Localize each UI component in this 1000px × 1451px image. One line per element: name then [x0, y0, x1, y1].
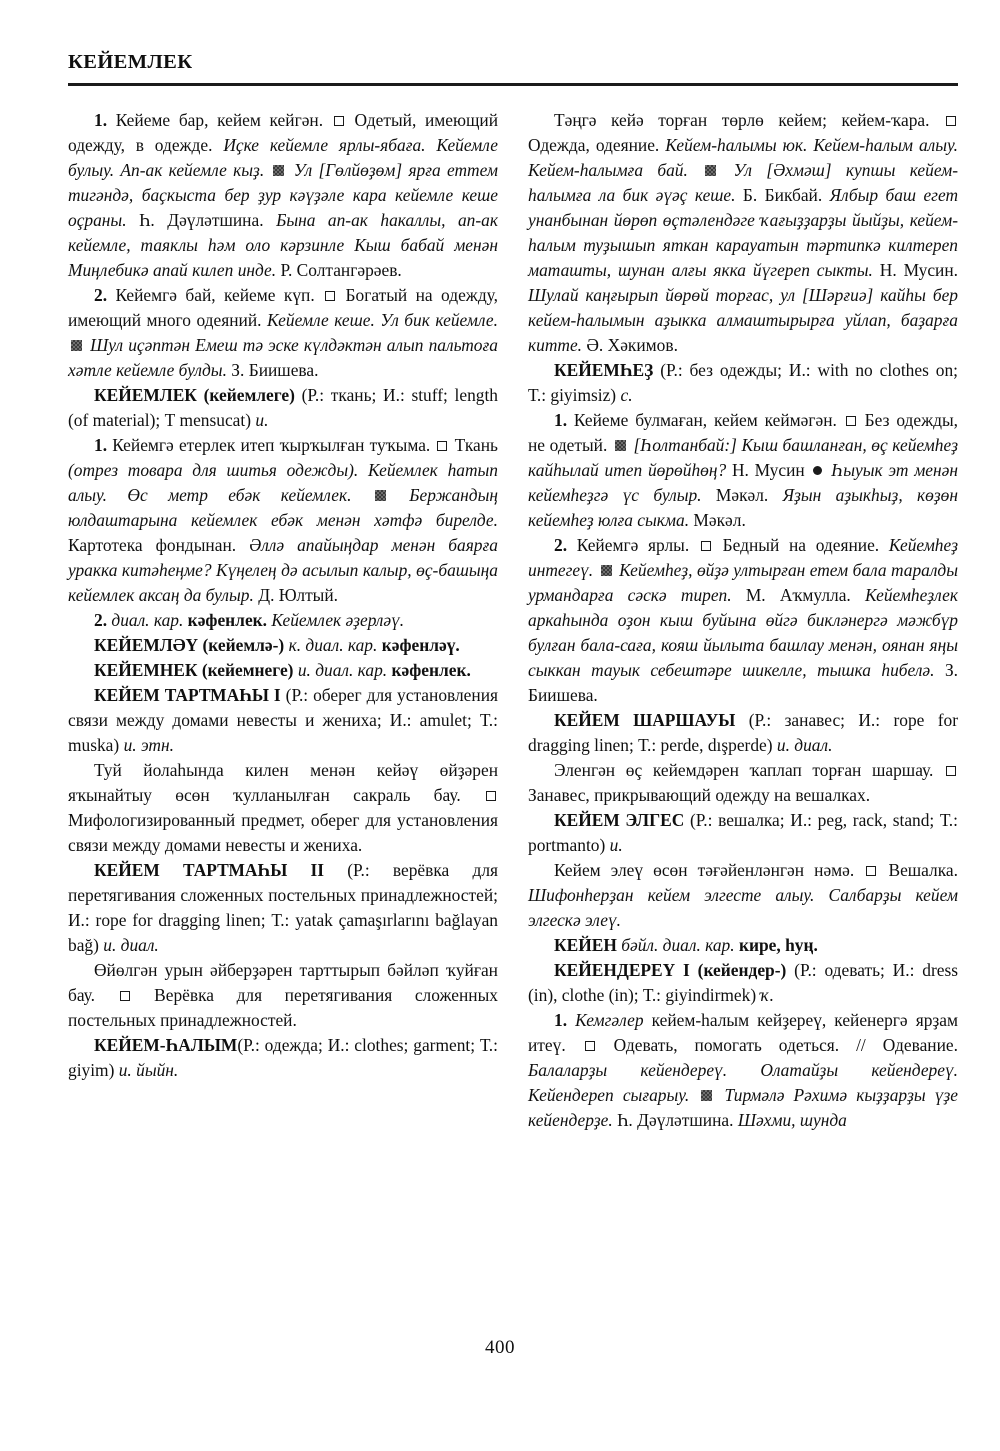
russian-gloss: Занавес, прикрывающий одежду на вешалках.: [528, 784, 871, 805]
definition-block: [528, 108, 958, 358]
headword: КЕЙЕМЛӘҮ: [94, 634, 199, 655]
citation-author: Н. Мусин.: [879, 259, 959, 280]
sense-number: 1.: [554, 1009, 568, 1030]
examples: Шифонһерҙан кейем элгесте алыу. Салбарҙы кейем элгескә элеү.: [528, 884, 958, 930]
examples: Балаларҙы кейендереү. Олатайҙы кейендереү. Кейендереп сығарыу.: [528, 1059, 958, 1105]
russian-gloss-parenthetical: (отрез товара для шитья одежды).: [68, 459, 359, 480]
russian-gloss: Одежда, одеяние.: [528, 134, 660, 155]
cross-reference: кәфенләү.: [381, 634, 460, 655]
gloss-square-icon: [846, 416, 856, 426]
headword: КЕЙЕМ ЭЛГЕС: [554, 809, 685, 830]
headword: КЕЙЕМ ТАРТМАҺЫ II: [94, 859, 325, 880]
sense-number: 2.: [554, 534, 568, 555]
cross-reference: кәфенлек.: [187, 609, 268, 630]
gloss-square-icon: [120, 991, 130, 1001]
gloss-square-icon: [585, 1041, 595, 1051]
sense-block: [68, 108, 498, 283]
citation: Ул [Гөлйөҙөм] ярға еттем тигәндә, баҫкыста бер ҙур кәүҙәле кара кейемле кеше оçраны.: [68, 159, 498, 230]
proverb-source: Мәкәл.: [693, 509, 746, 530]
dictionary-entry: [528, 933, 958, 958]
headword: КЕЙЕНДЕРЕҮ I: [554, 959, 690, 980]
sense-block: [528, 408, 958, 533]
citation-author: Д. Юлтый.: [258, 584, 339, 605]
equivalents: (Р.: верёвка для перетягивания сложенных постельных принадлежностей; И.: rope for dragging linen; Т.: yatak çamaşırlarını bağlayan bağ): [68, 859, 498, 955]
russian-gloss: Одетый, имеющий одежду, в одежде.: [68, 109, 499, 155]
sense-block: [528, 1008, 958, 1133]
cross-reference: кире, һуң.: [738, 934, 818, 955]
citation: [Һолтанбай:] Кыш башланған, өç кейемһеҙ кайһылай итеп йөрөйһөң?: [528, 434, 958, 480]
headword: КЕЙЕМНЕК: [94, 659, 198, 680]
citation-author: Ә. Хәкимов.: [586, 334, 678, 355]
headword: КЕЙЕМ ТАРТМАҺЫ I: [94, 684, 281, 705]
sense-block: [528, 533, 958, 708]
proverb-bullet-icon: [813, 466, 822, 475]
definition-block: [528, 858, 958, 933]
bashkir-definition: Кейемгә ярлы.: [576, 534, 690, 555]
russian-gloss: Богатый на одежду, имеющий много одеяний.: [68, 284, 498, 330]
citation: Кейемһеҙлек аркаһында оҙон кыш буйына өйгә бикләнергә мәжбүр булған бала-саға, кояш йылыта башлау менән, оянан яңы сыккан тауык себештәре шикелле, тышка һибелә.: [528, 584, 958, 680]
usage-labels: бәйл. диал. кар.: [621, 934, 735, 955]
cross-reference: кәфенлек.: [391, 659, 471, 680]
citation-author: М. Аҡмулла.: [745, 584, 851, 605]
citation: Бержандың юлдаштарына кейемлек ебәк менән хәтфә бирелде.: [68, 484, 498, 530]
usage-labels: к. диал. кар.: [288, 634, 378, 655]
page-number: 400: [485, 1337, 515, 1358]
part-of-speech: с.: [620, 384, 633, 405]
right-column: [528, 108, 958, 1133]
part-of-speech: и.: [609, 834, 623, 855]
sense-block: [68, 608, 498, 633]
dictionary-entry: [528, 358, 958, 408]
part-of-speech: и.: [255, 409, 269, 430]
gloss-square-icon: [946, 766, 956, 776]
citation-author: З. Биишева.: [528, 659, 959, 705]
citation: Ялбыр баш егет унанбынан йөрөп өçтәлендәге ҡағыҙҙарҙы йыйҙы, кейем-һалым туҙышып яткан карауатын тәртипкә килтереп маташты, шунан алғы якка йүгереп сыкты.: [528, 184, 959, 280]
citation-square-icon: [601, 565, 612, 576]
part-of-speech: и. диал.: [103, 934, 159, 955]
part-of-speech: и. этн.: [123, 734, 174, 755]
sense-number: 1.: [94, 109, 108, 130]
proverb-source: Мәкәл.: [715, 484, 769, 505]
russian-gloss: Верёвка для перетягивания сложенных постельных принадлежностей.: [68, 984, 498, 1030]
examples: Кейемлек һатып алыу. Өс метр ебәк кейемлек.: [68, 459, 498, 505]
gloss-square-icon: [701, 541, 711, 551]
subject-marker: Кемгәлер: [575, 1009, 644, 1030]
dictionary-entry: [68, 1033, 498, 1083]
citation-square-icon: [705, 165, 716, 176]
part-of-speech: и. йыйн.: [118, 1059, 179, 1080]
citation: Тирмәлә Рәхимә кыҙҙарҙы үҙе кейендерҙе.: [528, 1084, 958, 1130]
part-of-speech: ҡ.: [760, 984, 775, 1005]
headword: КЕЙЕМ-ҺАЛЫМ: [94, 1034, 238, 1055]
gloss-square-icon: [946, 116, 956, 126]
headword: КЕЙЕМЛЕК: [94, 384, 197, 405]
proverb: Яҙын аҙыкһыҙ, көҙөн кейемһеҙ юлға сыкма.: [528, 484, 958, 530]
sense-block: [68, 283, 498, 383]
citation-square-icon: [375, 490, 386, 501]
sense-number: 2.: [94, 284, 108, 305]
inflected-form: (кейемлеге): [203, 384, 295, 405]
russian-gloss: Бедный на одеяние.: [722, 534, 880, 555]
citation-author: Һ. Дәүләтшина.: [617, 1109, 734, 1130]
sense-number: 1.: [554, 409, 568, 430]
bashkir-definition: Кейеме булмаған, кейем кеймәгән.: [573, 409, 837, 430]
bashkir-definition: Туй йолаһында килен менән кейәү өйҙәрен яҡынайтыу өсөн ҡулланылған сакраль бау.: [68, 759, 498, 805]
dictionary-entry: [68, 658, 498, 683]
dictionary-entry: [528, 808, 958, 858]
inflected-form: (кейемнеге): [201, 659, 294, 680]
citation: Ул [Әхмәш] купшы кейем-һалымға ла бик әүәç кеше.: [528, 159, 958, 205]
definition-block: [68, 758, 498, 858]
gloss-square-icon: [866, 866, 876, 876]
gloss-square-icon: [486, 791, 496, 801]
definition-block: [68, 958, 498, 1033]
citation-author: Картотека фондынан.: [68, 534, 237, 555]
proverb: Һыуык эт менән кейемһеҙгә үс булыр.: [528, 459, 958, 505]
russian-gloss: Без одежды, не одетый.: [528, 409, 958, 455]
bashkir-definition: Кейеме бар, кейем кейгән.: [115, 109, 324, 130]
russian-gloss: Одевать, помогать одеться. // Одевание.: [613, 1034, 958, 1055]
examples: Кейемһеҙ интегеү.: [528, 534, 958, 580]
equivalents: (Р.: занавес; И.: rope for dragging linen; Т.: perde, dışperde): [528, 709, 958, 755]
sense-number: 2.: [94, 609, 108, 630]
bashkir-definition: Кейем элеү өсөн тәғәйенләнгән нәмә.: [554, 859, 855, 880]
bashkir-definition: Кейемгә етерлек итеп ҡырҡылған туҡыма.: [112, 434, 431, 455]
citation: Кейемһеҙ, өйҙә ултырған етем бала таралды урмандарға сәскә тиреп.: [528, 559, 958, 605]
citation-author: Б. Бикбай.: [742, 184, 823, 205]
citation-square-icon: [701, 1090, 712, 1101]
equivalents: (Р.: без одежды; И.: with no clothes on; Т.: giyimsiz): [528, 359, 958, 405]
citation-author: Һ. Дәүләтшина.: [139, 209, 264, 230]
bashkir-definition: Эленгән өç кейемдәрен ҡаплап торған шаршау.: [554, 759, 934, 780]
headword: КЕЙЕМҺЕҘ: [554, 359, 654, 380]
gloss-square-icon: [325, 291, 335, 301]
bashkir-definition: Өйөлгән урын әйберҙәрен тарттырып бәйләп ҡуйған бау.: [68, 959, 498, 1005]
gloss-square-icon: [334, 116, 344, 126]
dictionary-entry: [528, 958, 958, 1008]
equivalents: (Р.: ткань; И.: stuff; length (of material); Т mensucat): [68, 384, 498, 430]
equivalents: (Р.: одежда; И.: clothes; garment; Т.: giyim): [68, 1034, 498, 1080]
left-column: [68, 108, 498, 1133]
examples: Кейемле кеше. Ул бик кейемле.: [267, 309, 498, 330]
russian-gloss: Мифологизированный предмет, оберег для установления связи между домами невесты и жениха.: [68, 809, 498, 855]
dictionary-entry: [528, 708, 958, 758]
equivalents: (Р.: одевать; И.: dress (in), clothe (in); Т.: giyindirmek): [528, 959, 958, 1005]
part-of-speech: и. диал.: [776, 734, 833, 755]
column-container: [68, 108, 958, 1133]
headword: КЕЙЕН: [554, 934, 617, 955]
examples: Кейем-һалымы юк. Кейем-һалым алыу. Кейем-һалымға бай.: [528, 134, 958, 180]
headword: КЕЙЕМ ШАРШАУЫ: [554, 709, 736, 730]
dictionary-entry: [68, 633, 498, 658]
inflected-form: (кейендер-): [697, 959, 787, 980]
usage-labels: диал. кар.: [111, 609, 184, 630]
gloss-square-icon: [437, 441, 447, 451]
citation-square-icon: [273, 165, 284, 176]
sense-block: [68, 433, 498, 608]
sense-number: 1.: [94, 434, 108, 455]
examples: Иҫке кейемле ярлы-ябаға. Кейемле булыу. Ап-ак кейемле кыҙ.: [68, 134, 498, 180]
citation-author: Р. Солтангәрәев.: [280, 259, 402, 280]
citation: Бына ап-ак һакаллы, ап-ак кейемле, таяклы һәм оло кәрзинле Кыш бабай менән Миңлебикә апай килеп инде.: [68, 209, 498, 280]
bashkir-definition: кейем-һалым кейҙереү, кейенергә ярҙам итеү.: [528, 1009, 958, 1055]
citation: Әллә апайыңдар менән баярға уракка китәһеңме? Күңелең дә асылып калыр, өç-башыңа кейемлек аксаң да булыр.: [68, 534, 498, 605]
russian-gloss: Ткань: [454, 434, 498, 455]
citation: Шәхми, шунда: [737, 1109, 847, 1130]
bashkir-definition: Тәңгә кейә торған төрлө кейем; кейем-ҡара.: [554, 109, 930, 130]
dictionary-entry: [68, 858, 498, 958]
inflected-form: (кейемлә-): [202, 634, 285, 655]
usage-labels: и. диал. кар.: [297, 659, 388, 680]
running-head: КЕЙЕМЛЕК: [68, 51, 193, 73]
equivalents: (Р.: оберег для установления связи между домами невесты и жениха; И.: amulet; Т.: muska): [68, 684, 498, 755]
equivalents: (Р.: вешалка; И.: peg, rack, stand; Т.: portmanto): [528, 809, 958, 855]
citation: Шулай каңғырып йөрөй торғас, ул [Шәрғиә] кайһы бер кейем-һалымын аҙыкка алмаштырырға уйлап, баҙарға китте.: [528, 284, 958, 355]
citation-square-icon: [615, 440, 626, 451]
definition-block: [528, 758, 958, 808]
header-rule: [68, 83, 958, 86]
citation-author: З. Биишева.: [231, 359, 319, 380]
citation-author: Н. Мусин: [731, 459, 805, 480]
dictionary-entry: [68, 383, 498, 433]
citation-square-icon: [71, 340, 82, 351]
dictionary-entry: [68, 683, 498, 758]
citation: Шул иçәптән Емеш тә эске күлдәктән алып пальтоға хәтле кейемле булды.: [68, 334, 498, 380]
russian-gloss: Вешалка.: [888, 859, 958, 880]
bashkir-definition: Кейемгә бай, кейеме күп.: [115, 284, 315, 305]
examples: Кейемлек әҙерләү.: [271, 609, 405, 630]
